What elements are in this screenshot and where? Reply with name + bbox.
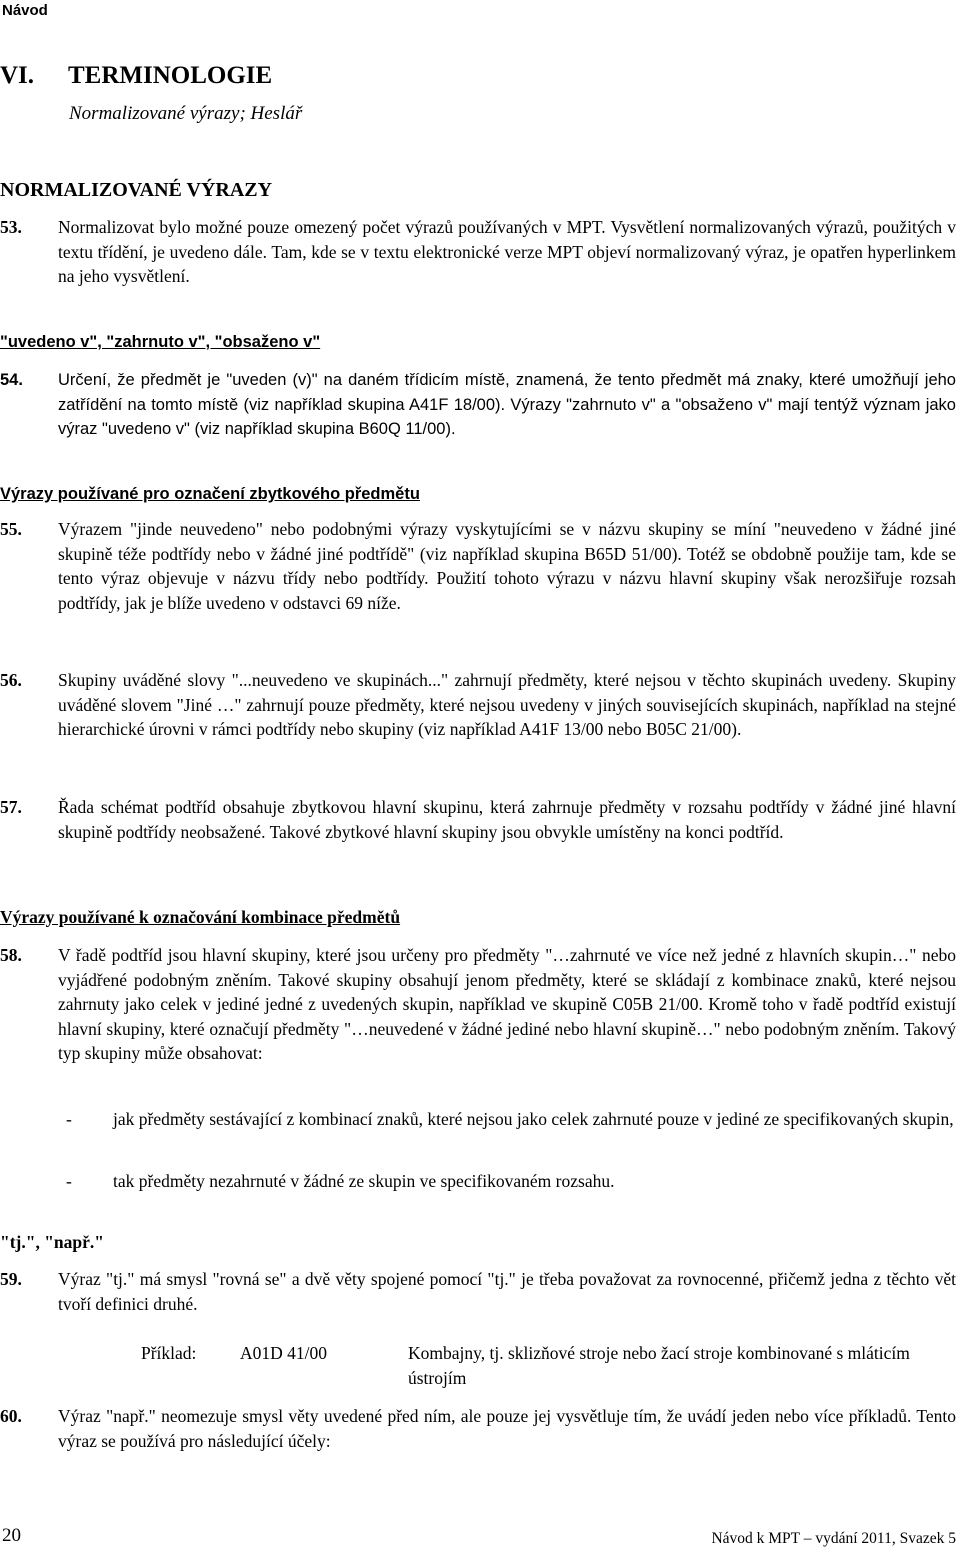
paragraph-number: 55. bbox=[0, 519, 22, 539]
heading-uvedeno: "uvedeno v", "zahrnuto v", "obsaženo v" bbox=[0, 333, 321, 351]
paragraph-54 bbox=[0, 368, 956, 442]
bullet-dash: - bbox=[66, 1109, 72, 1129]
paragraph-56 bbox=[0, 668, 956, 742]
header-label: Návod bbox=[2, 2, 48, 19]
example-code: A01D 41/00 bbox=[240, 1343, 328, 1363]
paragraph-number: 59. bbox=[0, 1269, 22, 1289]
heading-combination: Výrazy používané k označování kombinace předmětů bbox=[0, 907, 401, 927]
paragraph-number: 57. bbox=[0, 797, 22, 817]
section-heading-normalized: NORMALIZOVANÉ VÝRAZY bbox=[0, 179, 273, 201]
paragraph-number: 53. bbox=[0, 217, 22, 237]
bullet-item bbox=[0, 1107, 956, 1132]
footer-document-info: Návod k MPT – vydání 2011, Svazek 5 bbox=[711, 1530, 956, 1547]
chapter-number: VI. bbox=[0, 62, 35, 89]
paragraph-number: 58. bbox=[0, 945, 22, 965]
paragraph-text: V řadě podtříd jsou hlavní skupiny, které jsou určeny pro předměty "…zahrnuté ve více než jedné z hlavních skupin…" nebo vyjádřené podobným zněním. Takové skupiny obsahují jenom předměty, které se skládají z kombinace znaků, které nejsou zahrnuty jako celek v jediné jedné z uvedených skupin, například ve skupině C05B 21/00. Kromě toho v řadě podtříd existují hlavní skupiny, které označují předměty "…neuvedené v žádné jediné nebo hlavní skupině…" nebo podobným zněním. Takový typ skupiny může obsahovat: bbox=[58, 945, 956, 1063]
example-label: Příklad: bbox=[141, 1343, 197, 1363]
example-text: Kombajny, tj. sklizňové stroje nebo žací stroje kombinované s mláticím ústrojím bbox=[408, 1343, 910, 1388]
heading-residual: Výrazy používané pro označení zbytkového předmětu bbox=[0, 485, 420, 503]
bullet-dash: - bbox=[66, 1171, 72, 1191]
paragraph-text: Výraz "např." neomezuje smysl věty uvedené před ním, ale pouze jej vysvětluje tím, že uvádí jeden nebo více příkladů. Tento výraz se používá pro následující účely: bbox=[58, 1406, 956, 1451]
footer-page-number: 20 bbox=[2, 1525, 21, 1546]
paragraph-53 bbox=[0, 215, 956, 289]
paragraph-text: Normalizovat bylo možné pouze omezený počet výrazů používaných v MPT. Vysvětlení normalizovaných výrazů, použitých v textu třídění, je uvedeno dále. Tam, kde se v textu elektronické verze MPT objeví normalizovaný výraz, je opatřen hyperlinkem na jeho vysvětlení. bbox=[58, 217, 956, 286]
paragraph-59 bbox=[0, 1267, 956, 1316]
paragraph-number: 60. bbox=[0, 1406, 22, 1426]
chapter-subtitle: Normalizované výrazy; Heslář bbox=[69, 103, 303, 124]
paragraph-58 bbox=[0, 943, 956, 1066]
paragraph-number: 56. bbox=[0, 670, 22, 690]
paragraph-text: Skupiny uváděné slovy "...neuvedeno ve skupinách..." zahrnují předměty, které nejsou v těchto skupinách uvedeny. Skupiny uváděné slovem "Jiné …" zahrnují pouze předměty, které nejsou uvedeny v jiných souvisejících skupinách, například na stejné hierarchické úrovni v rámci podtřídy nebo skupiny (viz například A41F 13/00 nebo B05C 21/00). bbox=[58, 670, 956, 739]
paragraph-text: Určení, že předmět je "uveden (v)" na daném třídicím místě, znamená, že tento předmět má znaky, které umožňují jeho zatřídění na tomto místě (viz například skupina A41F 18/00). Výrazy "zahrnuto v" a "obsaženo v" mají tentýž význam jako výraz "uvedeno v" (viz například skupina B60Q 11/00). bbox=[58, 371, 956, 438]
paragraph-text: Řada schémat podtříd obsahuje zbytkovou hlavní skupinu, která zahrnuje předměty v rozsahu podtřídy v žádné jiné hlavní skupině podtřídy neobsažené. Takové zbytkové hlavní skupiny jsou obvykle umístěny na konci podtříd. bbox=[58, 797, 956, 842]
heading-tj: "tj.", "např." bbox=[0, 1232, 105, 1252]
paragraph-text: Výraz "tj." má smysl "rovná se" a dvě věty spojené pomocí "tj." je třeba považovat za rovnocenné, přičemž jedna z těchto vět tvoří definici druhé. bbox=[58, 1269, 956, 1314]
chapter-heading bbox=[0, 60, 272, 92]
paragraph-55 bbox=[0, 517, 956, 615]
paragraph-60 bbox=[0, 1404, 956, 1453]
bullet-item bbox=[0, 1169, 956, 1194]
chapter-title: TERMINOLOGIE bbox=[68, 62, 273, 89]
paragraph-number: 54. bbox=[0, 371, 23, 389]
paragraph-text: Výrazem "jinde neuvedeno" nebo podobnými výrazy vyskytujícími se v názvu skupiny se míní "neuvedeno v žádné jiné skupině téže podtřídy nebo v žádné jiné podtřídě" (viz například skupina B65D 51/00). Totéž se obdobně použije tam, kde se tento výraz objevuje v názvu třídy nebo podtřídy. Použití tohoto výrazu v názvu hlavní skupiny však nerozšiřuje rozsah podtřídy, jak je blíže uvedeno v odstavci 69 níže. bbox=[58, 519, 956, 613]
bullet-text: tak předměty nezahrnuté v žádné ze skupin ve specifikovaném rozsahu. bbox=[113, 1171, 615, 1191]
paragraph-57 bbox=[0, 795, 956, 844]
bullet-text: jak předměty sestávající z kombinací znaků, které nejsou jako celek zahrnuté pouze v jediné ze specifikovaných skupin, bbox=[113, 1109, 954, 1129]
